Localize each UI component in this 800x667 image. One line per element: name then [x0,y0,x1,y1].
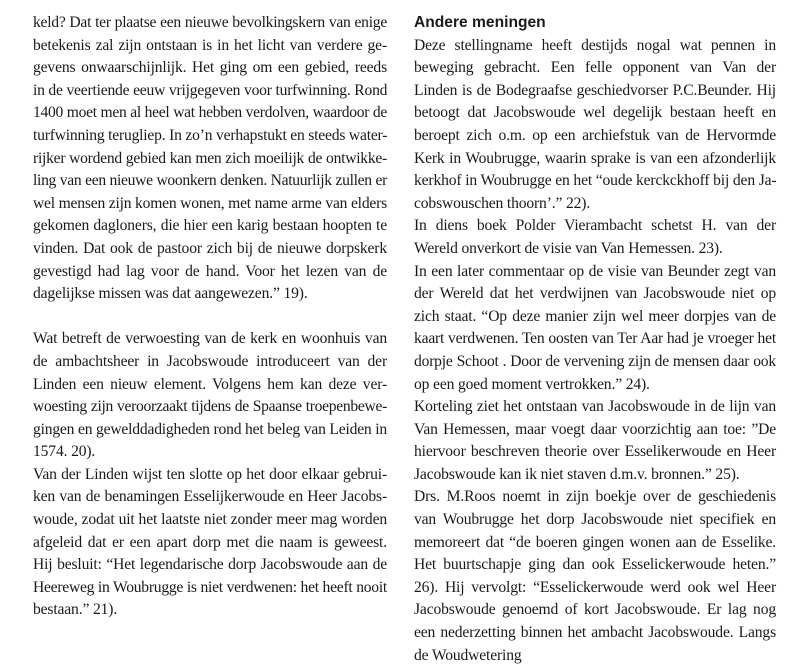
left-column [33,12,387,622]
text-line: de ambachtsheer in Jacobswoude introduceert van der [33,352,387,370]
text-line: 1574. 20). [33,443,96,461]
text-line: In een later commentaar op de visie van Beunder zegt van [414,262,776,280]
text-line: 1400 moet men al heel wat hebben verdolven, waardoor de [33,104,387,122]
text-line: zich staat. “Op deze manier zijn wel meer dorpjes van de [414,307,776,325]
text-line: Kerk in Woubrugge, waarin sprake is van een afzonderlijk [414,149,776,167]
left-paragraph-2 [33,328,387,464]
text-line: rijker wordend gebied kan men zich moeilijk de ontwikke- [33,149,387,167]
text-line: betekenis zal zijn ontstaan is in het licht van verdere ge- [33,36,387,54]
right-paragraph-1 [414,35,776,216]
text-line: Korteling ziet het ontstaan van Jacobswoude in de lijn van [414,398,776,416]
text-line: Van der Linden wijst ten slotte op het door elkaar gebrui- [33,465,387,483]
text-line: kaart verdwenen. Ten oosten van Ter Aar had je vroeger het [414,330,776,348]
text-line: Wat betreft de verwoesting van de kerk en woonhuis van [33,330,387,348]
text-line: betoogt dat Jacobswoude wel degelijk bestaan heeft en [414,104,776,122]
text-line: gevestigd had lag voor de hand. Voor het lezen van de [33,262,387,280]
text-line: Het buurtschapje ging dan ook Esselickerwoude heten.” [414,556,776,574]
text-line: Jacobswoude kan ik niet staven d.m.v. bronnen.” 25). [414,465,740,483]
text-line: ling van een nieuwe woonkern denken. Natuurlijk zullen er [33,172,387,190]
right-column [414,12,776,667]
text-line: woesting zijn veroorzaakt tijdens de Spaanse troepenbewe- [33,398,387,416]
text-line: de Woudwetering [414,646,522,664]
text-line: 26). Hij vervolgt: “Esselickerwoude werd ook wel Heer [414,578,776,596]
text-line: gekomen dagloners, die hier een karig bestaan hoopten te [33,217,387,235]
left-paragraph-1 [33,12,387,306]
text-line: op een goed moment vertrokken.” 24). [414,375,650,393]
text-line: In diens boek Polder Vierambacht schetst H. van der [414,217,776,235]
text-line: gevens onwaarschijnlijk. Het ging om een gebied, reeds [33,59,387,77]
text-line: keld? Dat ter plaatse een nieuwe bevolkingskern van enige [33,14,387,31]
text-line: der Wereld dat het verdwijnen van Jacobswoude niet op [414,285,776,303]
text-line: memoreert dat “de boeren gingen wonen aan de Esselike. [414,533,776,551]
text-line: beweging gebracht. Een felle opponent van Van der [414,59,776,77]
text-line: van Woubrugge het dorp Jacobswoude niet specifiek en [414,511,776,529]
text-line: Jacobswoude genoemd of kort Jacobswoude. Er lag nog [414,601,776,619]
left-paragraph-3 [33,464,387,622]
text-line: een nederzetting binnen het ambacht Jacobswoude. Langs [414,624,776,642]
text-line: turfwinning terugliep. In zo’n verhapstukt en steeds water- [33,126,388,144]
right-paragraph-4 [414,396,776,486]
right-paragraph-3 [414,261,776,397]
text-line: Van Hemessen, maar voegt daar voorzichtig aan toe: ”De [414,420,776,438]
text-line: Drs. M.Roos noemt in zijn boekje over de geschiedenis [414,488,776,506]
text-line: bestaan.” 21). [33,601,118,619]
text-line: beroept zich o.m. op een archiefstuk van de Hervormde [414,126,776,144]
text-line: hiervoor beschreven theorie over Esselikerwoude en Heer [414,443,776,461]
text-line: in de veertiende eeuw vrijgegeven voor turfwinning. Rond [33,81,388,99]
right-paragraph-5 [414,486,776,667]
text-line: Linden een nieuw element. Volgens hem kan deze ver- [33,375,387,393]
text-line: kerkhof in Woubrugge en het “oude kerckckhoff bij den Ja- [414,172,777,190]
text-line: cobswouschen thoorn’.” 22). [414,194,591,212]
text-line: Heereweg in Woubrugge is niet verdwenen: het heeft nooit [33,578,387,596]
text-line: ken van de benamingen Esselijkerwoude en Heer Jacobs- [33,488,387,506]
text-line: wel mensen zijn komen wonen, met name arme van elders [33,194,387,212]
text-line: dorpje Schoot . Door de vervening zijn de mensen daar ook [414,352,776,370]
text-line: Linden is de Bodegraafse geschiedvorser P.C.Beunder. Hij [414,81,776,99]
text-line: vinden. Dat ook de pastoor zich bij de nieuwe dorpskerk [33,239,387,257]
paragraph-gap [33,306,387,329]
text-line: Deze stellingname heeft destijds nogal wat pennen in [414,36,776,54]
text-line: woude, zodat uit het laatste niet zonder meer mag worden [33,511,387,529]
text-line: gingen en gewelddadigheden rond het beleg van Leiden in [33,420,387,438]
text-line: Hij besluit: “Het legendarische dorp Jacobswoude aan de [33,556,387,574]
text-line: dagelijkse missen was dat aangewezen.” 19). [33,285,308,303]
right-paragraph-2 [414,215,776,260]
text-line: Wereld onverkort de visie van Van Hemessen. 23). [414,239,723,257]
section-heading: Andere meningen [414,14,546,31]
text-line: afgeleid dat er een apart dorp met die naam is geweest. [33,533,387,551]
